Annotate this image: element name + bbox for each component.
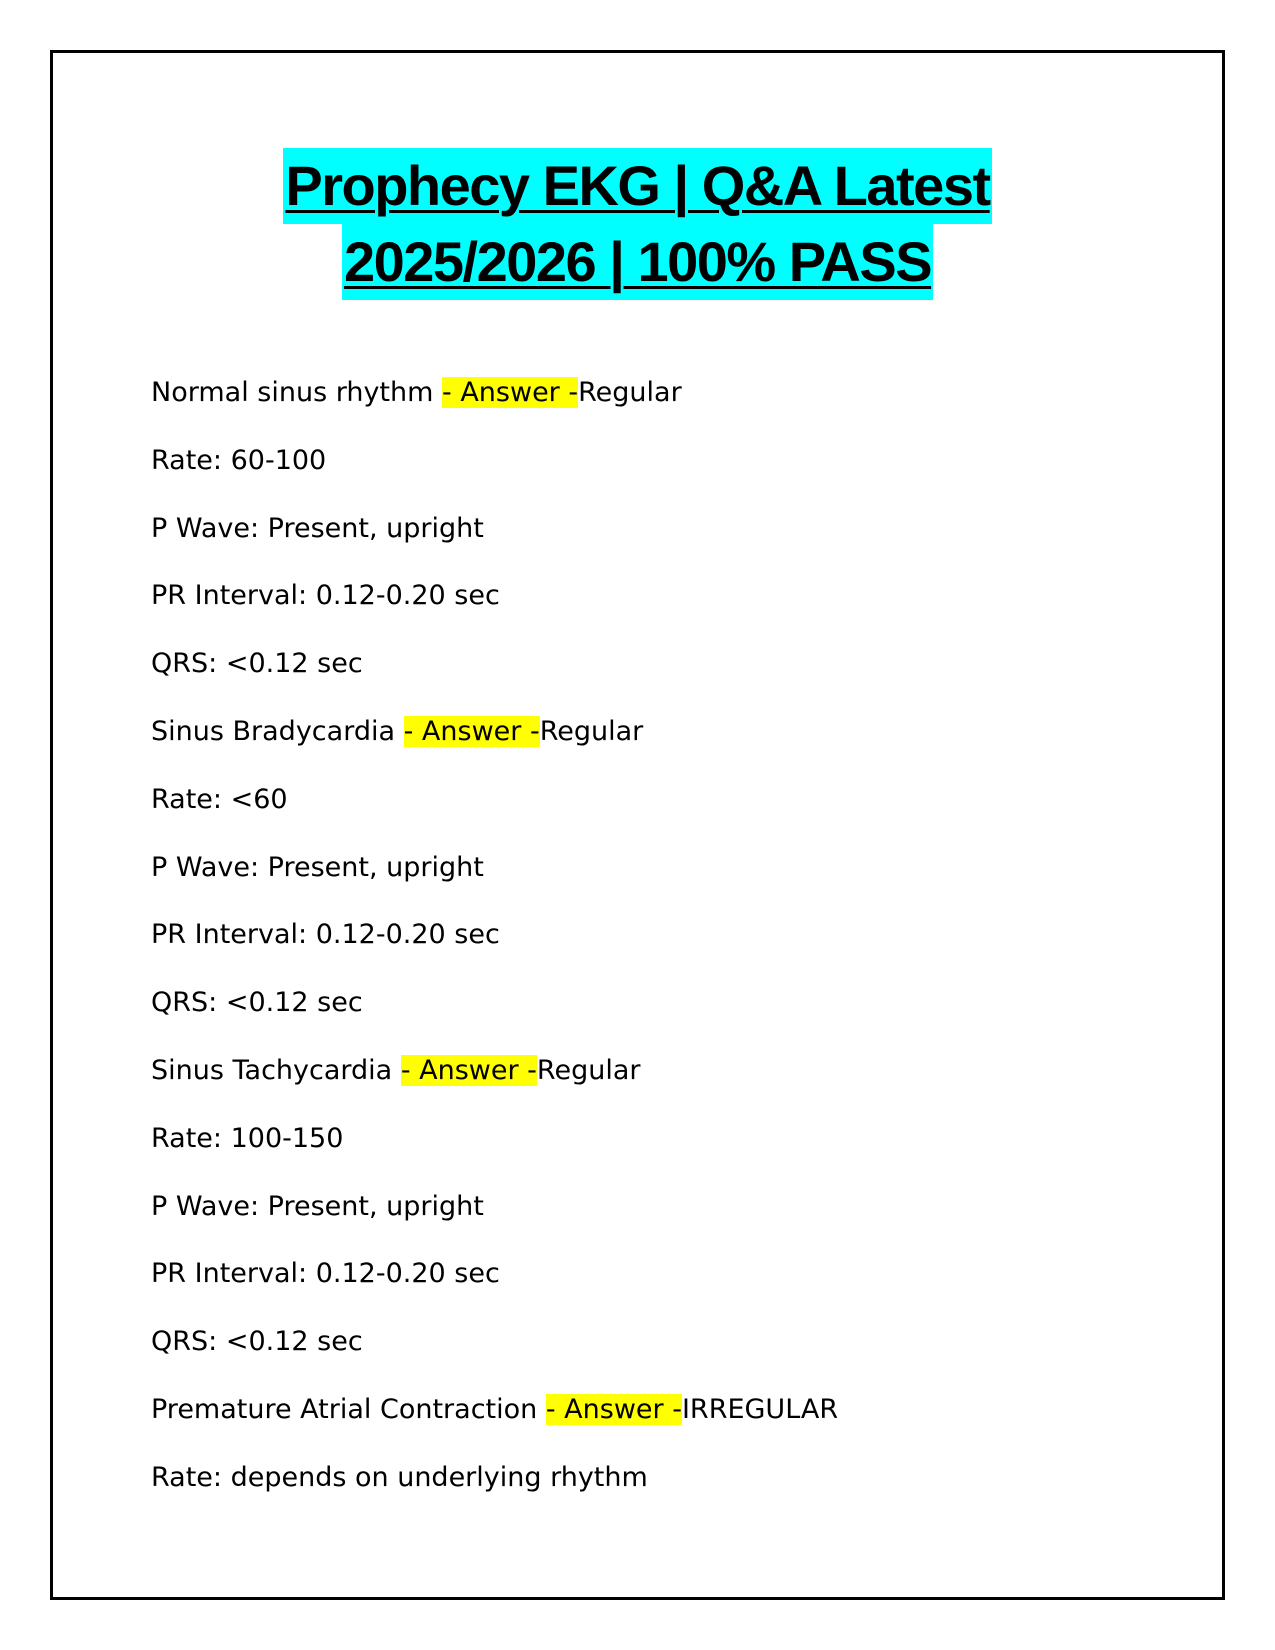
qa-question-line: [151, 712, 1151, 780]
question-text: Premature Atrial Contraction: [151, 1393, 546, 1425]
title-line-1: Prophecy EKG | Q&A Latest: [283, 148, 991, 224]
answer-text: Regular: [536, 1054, 641, 1086]
detail-line: PR Interval: 0.12-0.20 sec: [151, 919, 500, 951]
question-text: Sinus Tachycardia: [151, 1054, 401, 1086]
question-text: Sinus Bradycardia: [151, 715, 404, 747]
detail-line: PR Interval: 0.12-0.20 sec: [151, 1258, 500, 1290]
answer-text: Regular: [578, 377, 682, 408]
document-title: [50, 148, 1225, 300]
answer-separator: - Answer -: [442, 377, 579, 408]
detail-line: Rate: 100-150: [151, 1122, 344, 1154]
detail-line: QRS: <0.12 sec: [151, 987, 363, 1019]
answer-separator: - Answer -: [400, 1054, 537, 1086]
detail-line: P Wave: Present, upright: [151, 851, 484, 883]
qa-question-line: [151, 373, 1151, 441]
qa-question-line: [151, 1390, 1151, 1458]
detail-line: P Wave: Present, upright: [151, 512, 484, 544]
qa-question-line: [151, 1051, 1151, 1119]
detail-line: Rate: depends on underlying rhythm: [151, 1461, 648, 1493]
qa-content: [151, 373, 1151, 1526]
title-line-2: 2025/2026 | 100% PASS: [342, 224, 933, 300]
detail-line: Rate: <60: [151, 783, 288, 815]
detail-line: P Wave: Present, upright: [151, 1190, 484, 1222]
detail-line: Rate: 60-100: [151, 444, 327, 476]
answer-text: Regular: [539, 715, 644, 747]
detail-line: QRS: <0.12 sec: [151, 1326, 363, 1358]
answer-separator: - Answer -: [545, 1393, 682, 1425]
question-text: Normal sinus rhythm: [151, 377, 443, 408]
answer-text: IRREGULAR: [681, 1393, 839, 1425]
detail-line: PR Interval: 0.12-0.20 sec: [151, 580, 500, 612]
answer-separator: - Answer -: [403, 715, 540, 747]
detail-line: QRS: <0.12 sec: [151, 648, 363, 680]
